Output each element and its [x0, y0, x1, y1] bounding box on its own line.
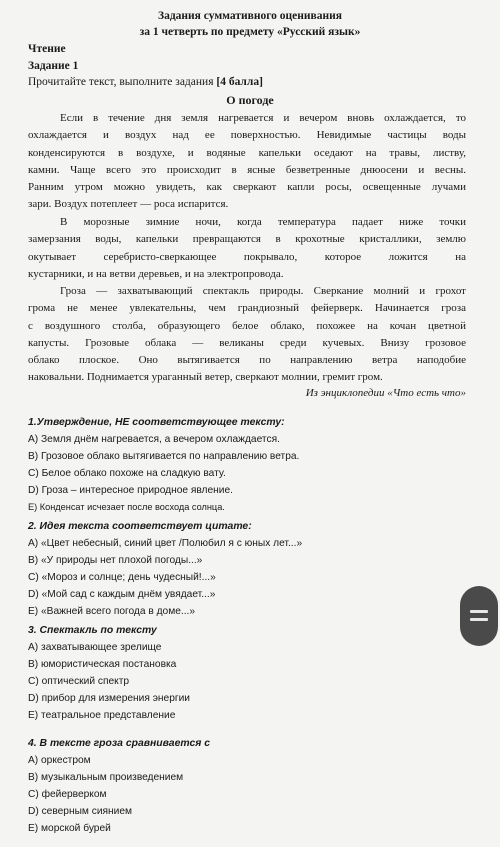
answer-option[interactable]: A) Земля днём нагревается, а вечером охлаждается. [28, 434, 280, 445]
answer-option[interactable]: C) Белое облако похоже на сладкую вату. [28, 468, 226, 479]
question-heading: 2. Идея текста соответствует цитате: [28, 521, 252, 532]
question-2 [28, 521, 302, 623]
question-1 [28, 417, 299, 519]
paragraph-line: облако плоское. Оно вытягивается по направлению ветра наподобие [28, 354, 466, 367]
instruction-points: [4 балла] [216, 76, 263, 88]
answer-option[interactable]: A) «Цвет небесный, синий цвет /Полюбил я с юных лет...» [28, 538, 303, 549]
paragraph-line: кустарники, и на ветви деревьев, и на электропровода. [28, 267, 284, 280]
menu-button[interactable] [460, 586, 498, 646]
question-heading: 3. Спектакль по тексту [28, 625, 157, 636]
paragraph-line: замерзания воды, капельки превращаются в крохотные кристаллики, землю [28, 233, 466, 246]
paragraph-line: окутывает серебристо-сверкающее покрывало, которое ложится на [28, 250, 466, 263]
answer-option[interactable]: C) фейерверком [28, 789, 107, 800]
question-heading: 1.Утверждение, НЕ соответствующее тексту: [28, 417, 285, 428]
paragraph-line: охлаждается и воздух над ее поверхностью. Невидимые частицы воды [28, 129, 466, 142]
paragraph-2 [28, 214, 466, 283]
instruction [28, 76, 263, 88]
paragraph-line: с воздушного столба, образующего белое облако, похожее на кочан цветной [28, 319, 466, 332]
section-label: Чтение [28, 43, 66, 55]
answer-option[interactable]: E) «Важней всего погода в доме...» [28, 606, 196, 617]
paragraph-line: Ранним утром можно увидеть, как сверкают капли росы, освещенные лучами [28, 181, 466, 194]
question-heading: 4. В тексте гроза сравнивается с [28, 738, 211, 749]
paragraph-line: Если в течение дня земля нагревается и вечером вновь охлаждается, то [60, 112, 466, 124]
answer-option[interactable]: D) «Мой сад с каждым днём увядает...» [28, 589, 216, 600]
paragraph-line: В морозные зимние ночи, когда температура падает ниже точки [60, 216, 466, 228]
answer-option[interactable]: A) оркестром [28, 755, 91, 766]
paragraph-line: Гроза — захватывающий спектакль природы. Сверкание молний и грохот [60, 285, 466, 297]
question-4 [28, 738, 210, 840]
answer-option[interactable]: B) музыкальным произведением [28, 772, 184, 783]
header-line-2: за 1 четверть по предмету «Русский язык» [139, 26, 361, 38]
answer-option[interactable]: A) захватывающее зрелище [28, 642, 162, 653]
answer-option[interactable]: E) Конденсат исчезает после восхода солнца. [28, 502, 225, 512]
answer-option[interactable]: D) Гроза – интересное природное явление. [28, 485, 233, 496]
answer-option[interactable]: B) юмористическая постановка [28, 659, 177, 670]
instruction-text: Прочитайте текст, выполните задания [28, 76, 217, 88]
question-3 [28, 625, 190, 727]
text-title: О погоде [226, 93, 274, 107]
paragraph-3 [28, 283, 466, 387]
answer-option[interactable]: E) морской бурей [28, 823, 111, 834]
paragraph-line: зари. Воздух потеплеет — роса испарится. [28, 198, 229, 211]
answer-option[interactable]: E) театральное представление [28, 710, 176, 721]
paragraph-line: капусты. Грозовые облака — великаны среди кучевых. Внизу грозовое [28, 336, 466, 349]
answer-option[interactable]: D) северным сиянием [28, 806, 133, 817]
paragraph-line: грома не менее увлекательны, чем грандиозный фейерверк. Начинается гроза [28, 302, 466, 315]
answer-option[interactable]: C) «Мороз и солнце; день чудесный!...» [28, 572, 216, 583]
paragraph-line: наковальни. Поднимается ураганный ветер, сверкают молнии, гремит гром. [28, 371, 383, 384]
paragraph-line: конденсируются в воздухе, и водяные капельки оседают на травы, листву, [28, 146, 466, 159]
answer-option[interactable]: C) оптический спектр [28, 676, 130, 687]
answer-option[interactable]: B) Грозовое облако вытягивается по направлению ветра. [28, 451, 300, 462]
source-citation: Из энциклопедии «Что есть что» [305, 387, 466, 399]
answer-option[interactable]: D) прибор для измерения энергии [28, 693, 190, 704]
paragraph-line: камни. Чаще всего это происходит в ясные безветренные днюосени и весны. [28, 163, 466, 176]
paragraph-1 [28, 110, 466, 214]
task-label: Задание 1 [28, 60, 79, 72]
answer-option[interactable]: B) «У природы нет плохой погоды...» [28, 555, 203, 566]
header-line-1: Задания суммативного оценивания [158, 10, 342, 22]
